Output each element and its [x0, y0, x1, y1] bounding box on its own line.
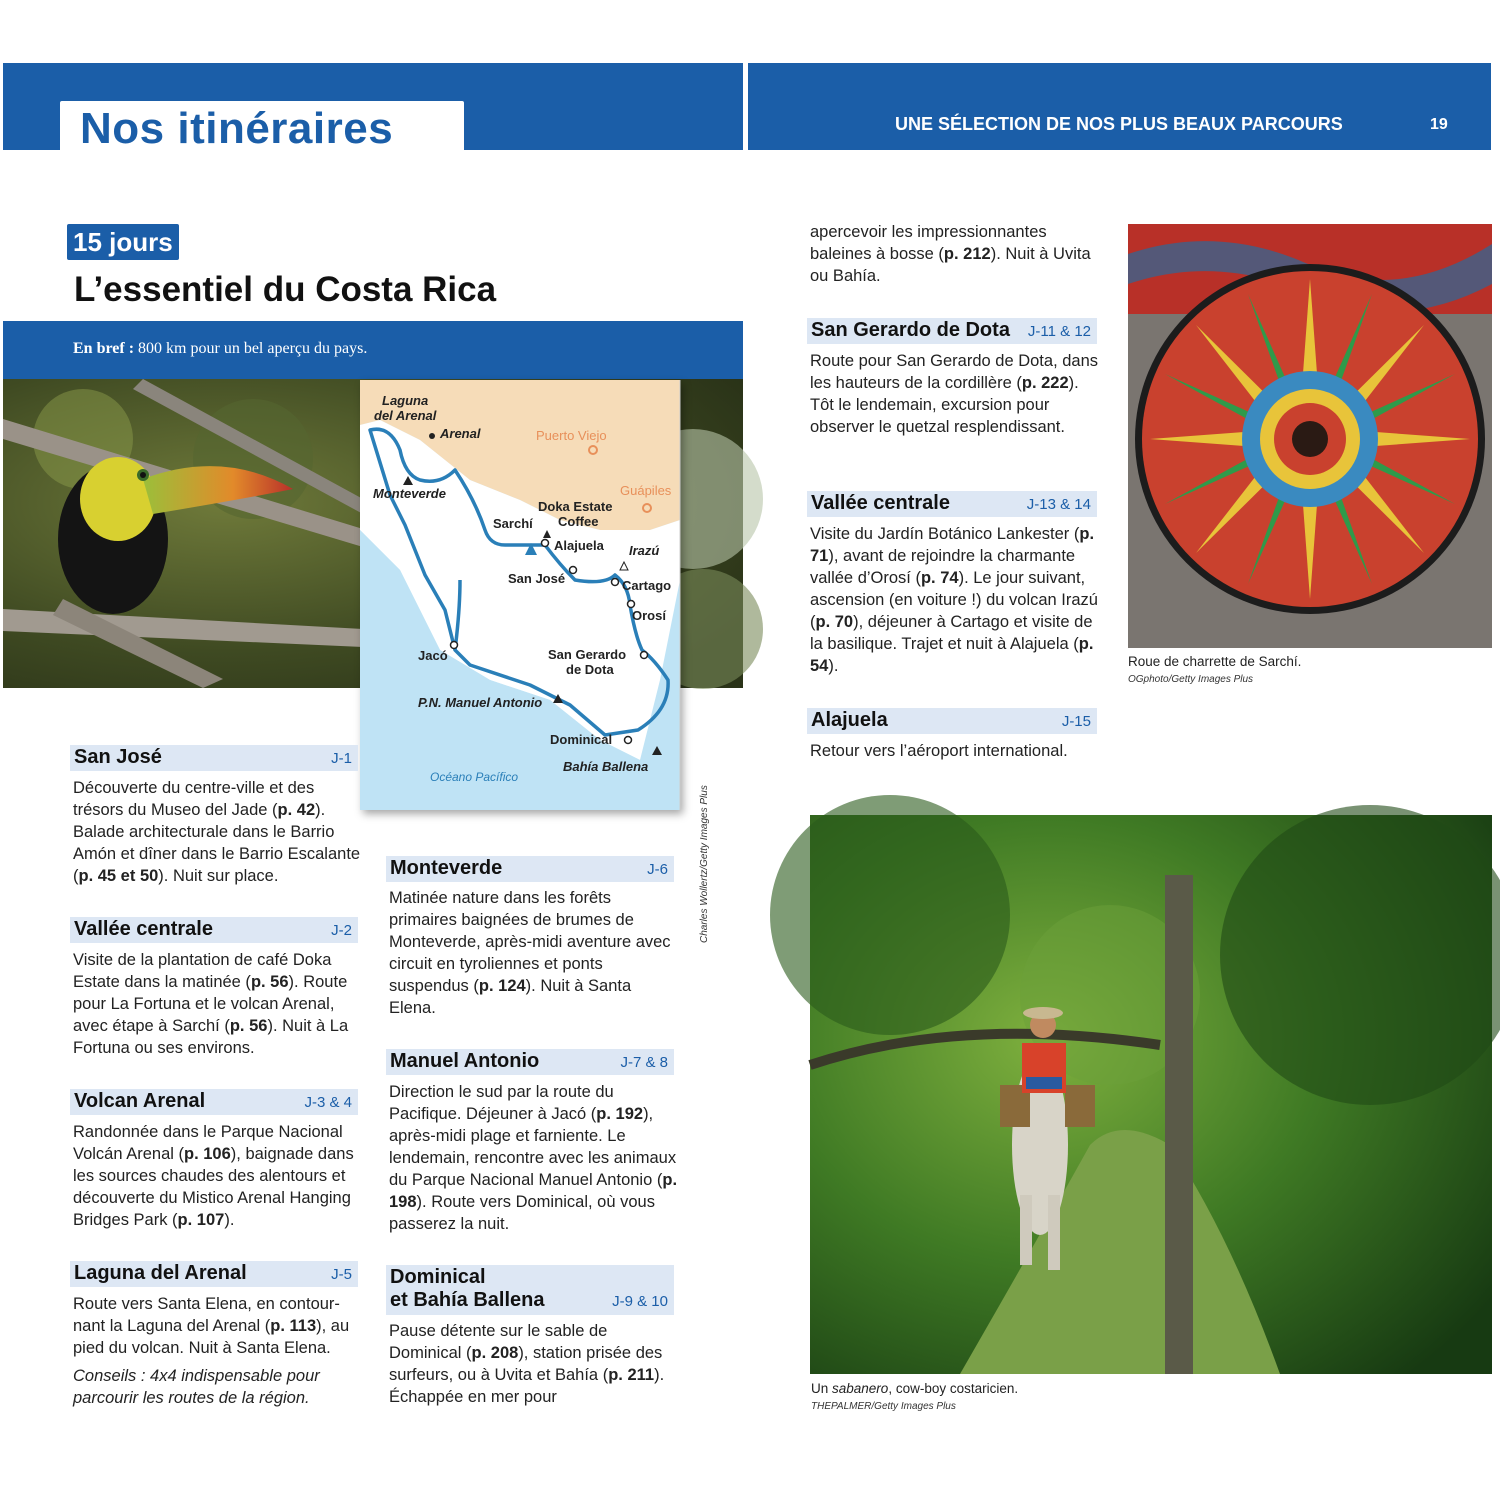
map-label-bahia-ballena: Bahía Ballena: [563, 759, 649, 774]
entry-text-dominical: Pause détente sur le sable de Dominical (p. 208), station prisée des surfeurs, ou à Uvita et Bahía (p. 211). Échappée en mer pour: [389, 1322, 665, 1406]
entry-name: Alajuela: [811, 709, 888, 731]
duration-badge: 15 jours: [67, 224, 179, 260]
entry-header-dominical: [386, 1265, 674, 1315]
entry-header-vallee-centrale: [70, 917, 358, 943]
cart-wheel-credit: OGphoto/Getty Images Plus: [1128, 674, 1254, 685]
entry-text-vallee-centrale-2: Visite du Jardín Botánico Lankester (p. 71), avant de rejoindre la charmante vallée d’Orosí (p. 74). Le jour suivant, ascension (en voiture !) du volcan Irazú (p. 70), déjeuner à Cartago et visite de la basilique. Trajet et nuit à Alajuela (p. 54).: [810, 525, 1098, 675]
entry-text-san-jose: Découverte du centre-ville et des trésors du Museo del Jade (p. 42). Balade architecturale dans le Barrio Amón et dîner dans le Barrio Escalante (p. 45 et 50). Nuit sur place.: [73, 779, 361, 885]
map-label-irazu: Irazú: [629, 543, 660, 558]
travel-tip: Conseils : 4x4 indispensable pour parcourir les routes de la région.: [73, 1367, 320, 1407]
page-number: 19: [1430, 116, 1448, 133]
entry-day: J-3 & 4: [304, 1094, 352, 1111]
entry-name: Dominical: [390, 1266, 486, 1288]
entry-text-laguna-del-arenal: Route vers Santa Elena, en contour-nant la Laguna del Arenal (p. 113), au pied du volcan. Nuit à Santa Elena. Conseils : 4x4 indispensable pour parcourir les routes de la région.: [73, 1293, 365, 1409]
map-label-manuel-antonio: P.N. Manuel Antonio: [418, 695, 543, 710]
entry-day: J-5: [331, 1266, 352, 1283]
map-label-puerto-viejo: Puerto Viejo: [536, 428, 607, 443]
entry-text-manuel-antonio: Direction le sud par la route du Pacifique. Déjeuner à Jacó (p. 192), après-midi plage et farniente. Le lendemain, rencontre avec les animaux du Parque Nacional Manuel Antonio (p. 198). Route vers Dominical, où vous passerez la nuit.: [389, 1083, 678, 1233]
entry-header-manuel-antonio: [386, 1049, 674, 1075]
summary-label: En bref :: [73, 340, 135, 357]
map-label-jaco: Jacó: [418, 648, 448, 663]
entry-header-vallee-centrale-2: [807, 491, 1097, 517]
map-label-ocean: Océano Pacífico: [430, 770, 519, 784]
map-label-san-gerardo: San Gerardo: [548, 647, 627, 662]
map-label-guapiles: Guápiles: [620, 483, 672, 498]
page-section-title: Nos itinéraires: [80, 104, 394, 153]
entry-header-volcan-arenal: [70, 1089, 358, 1115]
cart-wheel-caption: Roue de charrette de Sarchí.: [1128, 654, 1302, 669]
entry-day: J-13 & 14: [1026, 496, 1091, 513]
entry-name: Manuel Antonio: [390, 1050, 540, 1072]
map-label-sarchi: Sarchí: [493, 516, 533, 531]
map-label-alajuela: Alajuela: [554, 538, 604, 553]
entry-name: Vallée centrale: [74, 918, 213, 940]
itinerary-title: L’essentiel du Costa Rica: [74, 270, 497, 309]
map-label-san-gerardo-2: de Dota: [566, 662, 614, 677]
entry-day: J-7 & 8: [620, 1054, 668, 1071]
entry-day: J-15: [1061, 713, 1091, 730]
map-label-arenal: Arenal: [440, 426, 481, 441]
entry-text-volcan-arenal: Randonnée dans le Parque Nacional Volcán Arenal (p. 106), baignade dans les sources chaudes des alentours et découverte du Mistico Arenal Hanging Bridges Park (p. 107).: [73, 1123, 354, 1229]
map-label-orosi: Orosí: [632, 608, 666, 623]
map-label-dominical: Dominical: [550, 732, 613, 747]
entry-name-2: et Bahía Ballena: [390, 1289, 545, 1311]
header-subtitle: UNE SÉLECTION DE NOS PLUS BEAUX PARCOURS: [895, 114, 1343, 134]
cart-wheel-photo: [1128, 224, 1492, 648]
map-label-doka: Doka Estate: [538, 499, 613, 514]
map-label-monteverde: Monteverde: [373, 486, 446, 501]
summary-value: 800 km pour un bel aperçu du pays.: [138, 340, 368, 357]
entry-name: San José: [74, 746, 162, 768]
rider-credit: THEPALMER/Getty Images Plus: [811, 1401, 956, 1412]
rider-photo: [810, 815, 1492, 1374]
map-label-san-jose: San José: [508, 571, 566, 586]
entry-header-monteverde: [386, 856, 674, 882]
entry-header-alajuela: [807, 708, 1097, 734]
map-label-laguna-2: del Arenal: [374, 408, 437, 423]
entry-header-san-jose: [70, 745, 358, 771]
entry-text-alajuela: Retour vers l’aéroport international.: [810, 742, 1068, 760]
entry-text-monteverde: Matinée nature dans les forêts primaires baignées de brumes de Monteverde, après-midi aventure avec circuit en tyroliennes et ponts suspendus (p. 124). Nuit à Santa Elena.: [389, 889, 671, 1017]
entry-header-san-gerardo-de-dota: [807, 318, 1097, 344]
summary-text: [73, 340, 367, 358]
entry-name: Volcan Arenal: [74, 1090, 206, 1112]
entry-name: San Gerardo de Dota: [811, 319, 1010, 341]
entry-text-vallee-centrale: Visite de la plantation de café Doka Estate dans la matinée (p. 56). Route pour La Fortuna et le volcan Arenal, avec étape à Sarchí (p. 56). Nuit à La Fortuna ou ses environs.: [73, 951, 349, 1057]
entry-name: Monteverde: [390, 857, 503, 879]
header-bar-right: [748, 63, 1491, 150]
map-label-cartago: Cartago: [622, 578, 672, 593]
map-label-laguna: Laguna: [382, 393, 429, 408]
entry-text-dominical-continued: apercevoir les impressionnantes baleines à bosse (p. 212). Nuit à Uvita ou Bahía.: [810, 223, 1091, 285]
entry-day: J-11 & 12: [1027, 323, 1091, 340]
entry-header-laguna-del-arenal: [70, 1261, 358, 1287]
entry-day: J-9 & 10: [612, 1293, 668, 1310]
entry-text-san-gerardo-de-dota: Route pour San Gerardo de Dota, dans les hauteurs de la cordillère (p. 222). Tôt le lendemain, excursion pour observer le quetzal resplendissant.: [810, 352, 1099, 436]
entry-day: J-1: [331, 750, 352, 767]
rider-caption: Un sabanero, cow-boy costaricien.: [811, 1381, 1019, 1396]
entry-day: J-2: [331, 922, 352, 939]
entry-day: J-6: [647, 861, 668, 878]
entry-name: Vallée centrale: [811, 492, 950, 514]
map-photo-credit: Charles Wollertz/Getty Images Plus: [699, 785, 710, 943]
map-label-doka-2: Coffee: [558, 514, 599, 529]
entry-name: Laguna del Arenal: [74, 1262, 247, 1284]
